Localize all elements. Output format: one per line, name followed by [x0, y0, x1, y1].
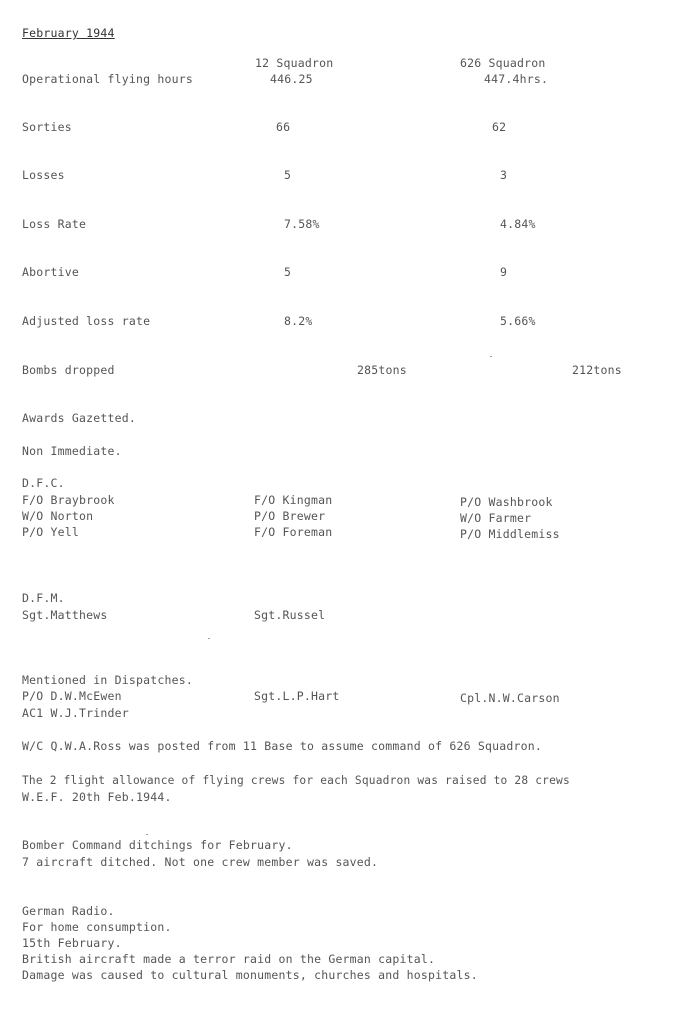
dfc-name: W/O Norton — [22, 509, 94, 523]
dfc-name: W/O Farmer — [460, 511, 532, 525]
mid-title: Mentioned in Dispatches. — [22, 673, 193, 687]
value-12-loss-rate: 7.58% — [284, 217, 320, 231]
dfc-name: P/O Yell — [22, 525, 79, 539]
value-626-adjusted-loss-rate: 5.66% — [500, 314, 536, 328]
dfc-name: F/O Kingman — [254, 493, 333, 507]
value-12-flying-hours: 446.25 — [270, 72, 313, 86]
scan-speck — [146, 834, 148, 835]
page-title: February 1944 — [22, 26, 115, 40]
note-radio-line: British aircraft made a terror raid on the German capital. — [22, 952, 436, 966]
value-12-adjusted-loss-rate: 8.2% — [284, 314, 313, 328]
value-626-abortive: 9 — [500, 265, 508, 279]
value-626-flying-hours: 447.4hrs. — [484, 72, 549, 86]
note-ross-posting: W/C Q.W.A.Ross was posted from 11 Base to assume command of 626 Squadron. — [22, 739, 543, 753]
value-12-sorties: 66 — [276, 120, 291, 134]
value-626-losses: 3 — [500, 168, 508, 182]
mid-name: Sgt.L.P.Hart — [254, 689, 340, 703]
value-12-losses: 5 — [284, 168, 292, 182]
note-allowance-line: W.E.F. 20th Feb.1944. — [22, 790, 172, 804]
scan-speck — [208, 638, 210, 639]
row-label-sorties: Sorties — [22, 120, 72, 134]
scan-speck — [490, 356, 492, 357]
dfc-name: P/O Washbrook — [460, 495, 553, 509]
note-radio-line: 15th February. — [22, 936, 122, 950]
dfm-name: Sgt.Russel — [254, 608, 326, 622]
note-radio-line: For home consumption. — [22, 920, 172, 934]
dfm-title: D.F.M. — [22, 591, 65, 605]
column-header-626-squadron: 626 Squadron — [460, 56, 546, 70]
mid-name: Cpl.N.W.Carson — [460, 691, 560, 705]
value-626-bombs-dropped: 212tons — [572, 363, 622, 377]
row-label-abortive: Abortive — [22, 265, 79, 279]
note-ditchings-line: 7 aircraft ditched. Not one crew member was saved. — [22, 855, 379, 869]
value-626-loss-rate: 4.84% — [500, 217, 536, 231]
row-label-losses: Losses — [22, 168, 65, 182]
row-label-bombs-dropped: Bombs dropped — [22, 363, 115, 377]
value-626-sorties: 62 — [492, 120, 507, 134]
dfc-name: P/O Brewer — [254, 509, 326, 523]
value-12-abortive: 5 — [284, 265, 292, 279]
dfc-name: F/O Foreman — [254, 525, 333, 539]
mid-name: P/O D.W.McEwen — [22, 689, 122, 703]
note-radio-line: Damage was caused to cultural monuments, churches and hospitals. — [22, 968, 478, 982]
awards-heading: Awards Gazetted. — [22, 411, 136, 425]
note-radio-line: German Radio. — [22, 904, 115, 918]
row-label-loss-rate: Loss Rate — [22, 217, 87, 231]
row-label-adjusted-loss-rate: Adjusted loss rate — [22, 314, 151, 328]
dfc-name: F/O Braybrook — [22, 493, 115, 507]
column-header-12-squadron: 12 Squadron — [255, 56, 334, 70]
value-12-bombs-dropped: 285tons — [357, 363, 407, 377]
mid-name: AC1 W.J.Trinder — [22, 706, 129, 720]
dfm-name: Sgt.Matthews — [22, 608, 108, 622]
dfc-title: D.F.C. — [22, 476, 65, 490]
note-ditchings-line: Bomber Command ditchings for February. — [22, 838, 293, 852]
note-allowance-line: The 2 flight allowance of flying crews for each Squadron was raised to 28 crews — [22, 774, 570, 787]
dfc-name: P/O Middlemiss — [460, 527, 560, 541]
row-label-flying-hours: Operational flying hours — [22, 72, 193, 86]
awards-subheading: Non Immediate. — [22, 444, 122, 458]
